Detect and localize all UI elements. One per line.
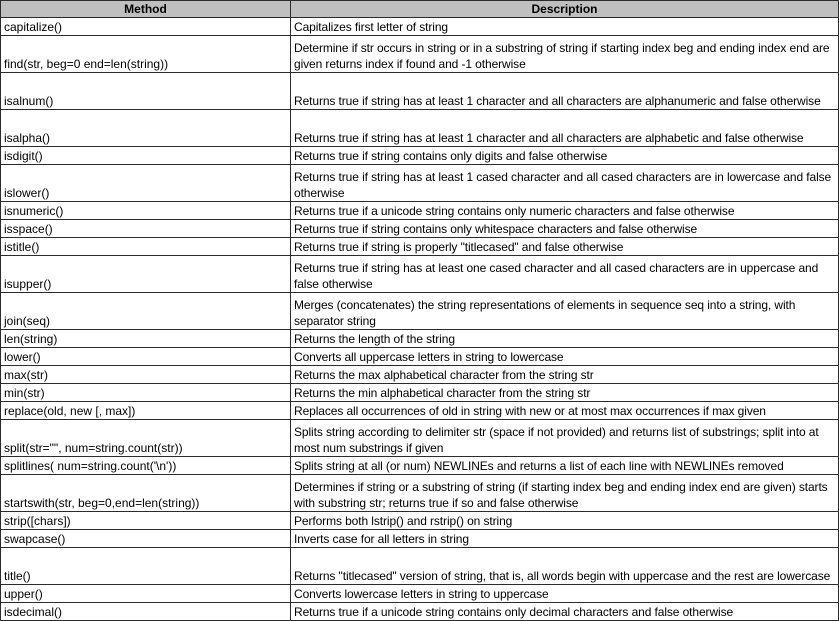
method-cell: swapcase() — [1, 530, 291, 548]
description-cell: Returns true if string has at least 1 character and all characters are alphanumeric and false otherwise — [291, 73, 839, 110]
table-row — [1, 348, 839, 366]
table-row — [1, 512, 839, 530]
description-cell: Returns the max alphabetical character from the string str — [291, 366, 839, 384]
method-cell: isdecimal() — [1, 603, 291, 621]
table-row — [1, 256, 839, 293]
table-row — [1, 330, 839, 348]
table-row — [1, 293, 839, 330]
description-cell: Converts lowercase letters in string to uppercase — [291, 585, 839, 603]
description-cell: Returns true if string has at least 1 character and all characters are alphabetic and false otherwise — [291, 110, 839, 147]
method-cell: replace(old, new [, max]) — [1, 402, 291, 420]
description-cell: Returns true if a unicode string contains only numeric characters and false otherwise — [291, 202, 839, 220]
description-cell: Returns true if string has at least 1 cased character and all cased characters are in lowercase and false otherwise — [291, 165, 839, 202]
table-row — [1, 36, 839, 73]
method-cell: lower() — [1, 348, 291, 366]
method-cell: min(str) — [1, 384, 291, 402]
description-cell: Merges (concatenates) the string representations of elements in sequence seq into a string, with separator string — [291, 293, 839, 330]
description-cell: Converts all uppercase letters in string to lowercase — [291, 348, 839, 366]
method-cell: startswith(str, beg=0,end=len(string)) — [1, 475, 291, 512]
table-row — [1, 548, 839, 585]
method-cell: upper() — [1, 585, 291, 603]
description-cell: Returns true if string is properly "titlecased" and false otherwise — [291, 238, 839, 256]
method-cell: isalnum() — [1, 73, 291, 110]
table-row — [1, 18, 839, 36]
method-cell: split(str="", num=string.count(str)) — [1, 420, 291, 457]
method-cell: isalpha() — [1, 110, 291, 147]
description-cell: Splits string according to delimiter str (space if not provided) and returns list of substrings; split into at most num substrings if given — [291, 420, 839, 457]
description-cell: Returns true if string has at least one cased character and all cased characters are in uppercase and false otherwise — [291, 256, 839, 293]
method-cell: splitlines( num=string.count('\n')) — [1, 457, 291, 475]
description-cell: Capitalizes first letter of string — [291, 18, 839, 36]
method-cell: capitalize() — [1, 18, 291, 36]
table-row — [1, 238, 839, 256]
method-cell: len(string) — [1, 330, 291, 348]
table-row — [1, 530, 839, 548]
method-cell: strip([chars]) — [1, 512, 291, 530]
method-cell: isspace() — [1, 220, 291, 238]
table-row — [1, 220, 839, 238]
method-column-header: Method — [1, 1, 291, 18]
table-row — [1, 384, 839, 402]
header-row — [1, 1, 839, 18]
description-cell: Performs both lstrip() and rstrip() on string — [291, 512, 839, 530]
description-cell: Returns true if a unicode string contains only decimal characters and false otherwise — [291, 603, 839, 621]
description-cell: Inverts case for all letters in string — [291, 530, 839, 548]
method-cell: islower() — [1, 165, 291, 202]
table-row — [1, 420, 839, 457]
method-cell: isupper() — [1, 256, 291, 293]
table-row — [1, 475, 839, 512]
table-row — [1, 603, 839, 621]
method-cell: istitle() — [1, 238, 291, 256]
description-cell: Determines if string or a substring of string (if starting index beg and ending index end are given) starts with substring str; returns true if so and false otherwise — [291, 475, 839, 512]
description-cell: Splits string at all (or num) NEWLINEs and returns a list of each line with NEWLINEs removed — [291, 457, 839, 475]
table-row — [1, 73, 839, 110]
table-row — [1, 366, 839, 384]
table-row — [1, 457, 839, 475]
description-cell: Replaces all occurrences of old in string with new or at most max occurrences if max given — [291, 402, 839, 420]
description-cell: Returns true if string contains only digits and false otherwise — [291, 147, 839, 165]
table-row — [1, 110, 839, 147]
description-cell: Returns "titlecased" version of string, that is, all words begin with uppercase and the rest are lowercase — [291, 548, 839, 585]
method-cell: join(seq) — [1, 293, 291, 330]
method-cell: max(str) — [1, 366, 291, 384]
table-row — [1, 585, 839, 603]
table-row — [1, 165, 839, 202]
table-row — [1, 202, 839, 220]
description-cell: Returns the length of the string — [291, 330, 839, 348]
description-column-header: Description — [291, 1, 839, 18]
table-row — [1, 147, 839, 165]
method-cell: find(str, beg=0 end=len(string)) — [1, 36, 291, 73]
description-cell: Determine if str occurs in string or in a substring of string if starting index beg and ending index end are given returns index if found and -1 otherwise — [291, 36, 839, 73]
method-cell: isdigit() — [1, 147, 291, 165]
table-row — [1, 402, 839, 420]
method-cell: isnumeric() — [1, 202, 291, 220]
description-cell: Returns true if string contains only whitespace characters and false otherwise — [291, 220, 839, 238]
description-cell: Returns the min alphabetical character from the string str — [291, 384, 839, 402]
method-cell: title() — [1, 548, 291, 585]
